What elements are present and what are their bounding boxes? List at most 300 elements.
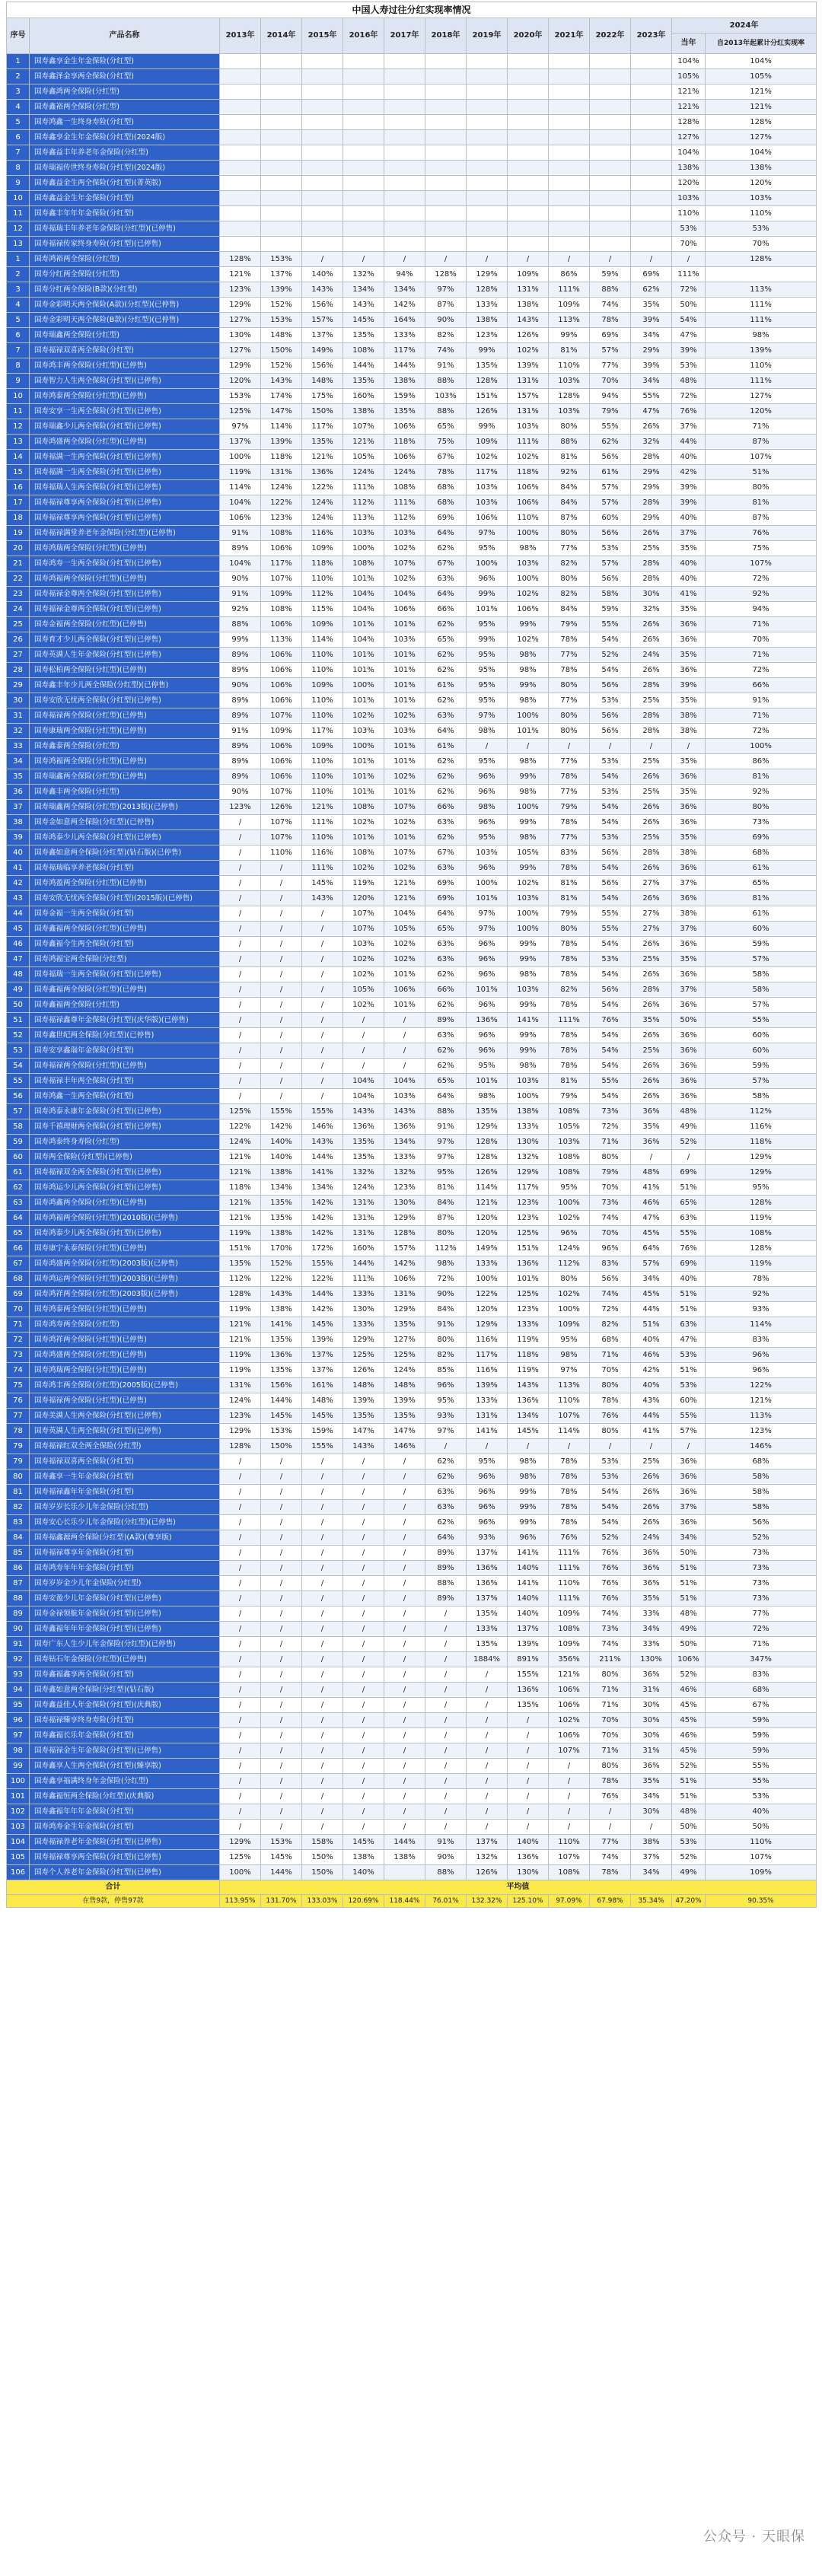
rate-cell: 121% (384, 876, 425, 891)
rate-cell: 72% (672, 389, 706, 404)
rate-cell: 109% (302, 617, 343, 632)
table-row (7, 1576, 817, 1591)
rate-cell: 102% (508, 632, 549, 648)
rate-cell: 141% (261, 1317, 302, 1333)
rate-cell: / (384, 1652, 425, 1667)
row-index: 71 (7, 1317, 30, 1333)
rate-cell: 111% (706, 374, 817, 389)
rate-cell: / (220, 876, 261, 891)
table-row (7, 800, 817, 815)
product-name: 国寿英满人生年金保险(分红型)(已停售) (30, 648, 220, 663)
rate-cell: 98% (467, 724, 508, 739)
rate-cell (467, 145, 508, 161)
rate-cell: / (220, 1683, 261, 1698)
rate-cell: 145% (261, 1409, 302, 1424)
rate-cell (261, 130, 302, 145)
rate-cell (384, 130, 425, 145)
rate-cell: 53% (590, 541, 631, 556)
rate-cell: 120% (706, 176, 817, 191)
rate-cell: 101% (384, 754, 425, 769)
rate-cell: 51% (672, 1789, 706, 1804)
rate-cell: 153% (261, 313, 302, 328)
rate-cell: 54% (590, 632, 631, 648)
rate-cell: 128% (672, 115, 706, 130)
rate-cell: 100% (508, 800, 549, 815)
rate-cell (343, 221, 384, 237)
table-row (7, 906, 817, 922)
rate-cell: / (261, 1774, 302, 1789)
product-name: 国寿鸿鑫两全保险(分红型)(已停售) (30, 1196, 220, 1211)
rate-cell: 54% (590, 861, 631, 876)
product-name: 国寿福满一生两全保险(分红型)(已停售) (30, 450, 220, 465)
rate-cell: / (343, 1606, 384, 1622)
rate-cell: 36% (672, 967, 706, 982)
rate-cell: 99% (508, 1515, 549, 1530)
table-row (7, 1698, 817, 1713)
rate-cell: / (425, 1698, 467, 1713)
rate-cell: 101% (343, 663, 384, 678)
rate-cell: 117% (261, 556, 302, 572)
rate-cell: 150% (261, 343, 302, 358)
rate-cell: 101% (384, 967, 425, 982)
rate-cell (590, 176, 631, 191)
rate-cell: 117% (508, 1180, 549, 1196)
rate-cell: 37% (672, 419, 706, 435)
rate-cell: 127% (706, 389, 817, 404)
rate-cell: 123% (384, 1180, 425, 1196)
table-row (7, 1515, 817, 1530)
rate-cell: 142% (384, 298, 425, 313)
rate-cell: 64% (425, 526, 467, 541)
rate-cell: 60% (706, 1028, 817, 1043)
rate-cell: 53% (672, 1835, 706, 1850)
table-row (7, 891, 817, 906)
rate-cell: 37% (672, 922, 706, 937)
rate-cell: / (343, 1500, 384, 1515)
rate-cell: 95% (706, 1180, 817, 1196)
rate-cell: 102% (343, 708, 384, 724)
rate-cell: 41% (631, 1424, 672, 1439)
table-row (7, 1713, 817, 1728)
row-index: 105 (7, 1850, 30, 1865)
product-name: 国寿鑫丰年少儿两全保险(分红型)(已停售) (30, 678, 220, 693)
rate-cell: 99% (508, 1043, 549, 1059)
rate-cell: / (384, 1561, 425, 1576)
rate-cell: / (508, 1804, 549, 1820)
product-name: 国寿鑫益佳人年金保险(分红型)(庆典版) (30, 1698, 220, 1713)
rate-cell: 82% (549, 982, 590, 998)
rate-cell: 78% (590, 1393, 631, 1409)
rate-cell: 76% (549, 1530, 590, 1546)
rate-cell: 128% (384, 1226, 425, 1241)
rate-cell: 26% (631, 663, 672, 678)
row-index: 65 (7, 1226, 30, 1241)
rate-cell: 107% (549, 1850, 590, 1865)
rate-cell: 78% (590, 313, 631, 328)
rate-cell: 124% (549, 1241, 590, 1256)
rate-cell: 40% (672, 511, 706, 526)
rate-cell: 106% (261, 541, 302, 556)
rate-cell: 36% (672, 1485, 706, 1500)
rate-cell: 125% (508, 1226, 549, 1241)
rate-cell: 121% (220, 1333, 261, 1348)
rate-cell: / (302, 967, 343, 982)
rate-cell: 71% (706, 617, 817, 632)
product-name: 国寿鸿福两全保险(分红型)(已停售) (30, 572, 220, 587)
rate-cell: 111% (343, 480, 384, 495)
rate-cell: 52% (590, 1530, 631, 1546)
rate-cell: 135% (384, 1409, 425, 1424)
rate-cell: / (467, 1743, 508, 1759)
rate-cell: / (302, 1530, 343, 1546)
rate-cell: 74% (590, 298, 631, 313)
rate-cell: / (261, 1561, 302, 1576)
rate-cell: 110% (508, 511, 549, 526)
rate-cell: 121% (220, 1196, 261, 1211)
table-row (7, 830, 817, 845)
product-name: 国寿福瑞临享养老保险(分红型) (30, 861, 220, 876)
rate-cell: 142% (302, 1211, 343, 1226)
rate-cell: 135% (261, 1196, 302, 1211)
rate-cell: 140% (508, 1835, 549, 1850)
rate-cell: 137% (261, 267, 302, 282)
rate-cell: 35% (672, 830, 706, 845)
rate-cell: 36% (631, 1135, 672, 1150)
rate-cell (343, 130, 384, 145)
table-row (7, 206, 817, 221)
table-row (7, 1637, 817, 1652)
rate-cell: 137% (467, 1835, 508, 1850)
rate-cell: 128% (467, 282, 508, 298)
rate-cell: / (631, 1439, 672, 1454)
table-row (7, 1728, 817, 1743)
rate-cell: 145% (261, 1850, 302, 1865)
rate-cell: / (384, 1683, 425, 1698)
rate-cell: 104% (706, 54, 817, 69)
rate-cell (384, 221, 425, 237)
rate-cell: / (343, 1759, 384, 1774)
rate-cell: 102% (384, 861, 425, 876)
rate-cell: / (467, 1713, 508, 1728)
rate-cell (467, 69, 508, 84)
rate-cell: 128% (706, 115, 817, 130)
rate-cell: 135% (467, 1637, 508, 1652)
row-index: 59 (7, 1135, 30, 1150)
rate-cell: / (302, 1013, 343, 1028)
rate-cell (631, 100, 672, 115)
rate-cell (549, 54, 590, 69)
rate-cell: / (302, 1637, 343, 1652)
rate-cell: 113% (261, 632, 302, 648)
footer-average: 67.98% (590, 1895, 631, 1908)
rate-cell: / (261, 1804, 302, 1820)
table-row (7, 967, 817, 982)
rate-cell: 53% (672, 358, 706, 374)
table-row (7, 1119, 817, 1135)
rate-cell: 78% (549, 937, 590, 952)
rate-cell (631, 69, 672, 84)
rate-cell: 54% (590, 815, 631, 830)
rate-cell: / (425, 252, 467, 267)
table-row (7, 1561, 817, 1576)
rate-cell: 125% (343, 1348, 384, 1363)
rate-cell: 139% (384, 1393, 425, 1409)
table-row (7, 1652, 817, 1667)
rate-cell: 84% (549, 480, 590, 495)
rate-cell: 90% (220, 785, 261, 800)
table-row (7, 739, 817, 754)
rate-cell: 99% (508, 952, 549, 967)
rate-cell: 159% (384, 389, 425, 404)
rate-cell: 98% (508, 663, 549, 678)
rate-cell: 129% (706, 1165, 817, 1180)
rate-cell: 110% (302, 693, 343, 708)
table-row (7, 1089, 817, 1104)
product-name: 国寿金彩明天两全保险(B款)(分红型)(已停售) (30, 313, 220, 328)
rate-cell: 133% (343, 1287, 384, 1302)
rate-cell: 74% (590, 1287, 631, 1302)
row-index: 50 (7, 998, 30, 1013)
rate-cell (425, 237, 467, 252)
rate-cell: 59% (706, 1713, 817, 1728)
rate-cell (220, 130, 261, 145)
rate-cell: / (343, 1622, 384, 1637)
rate-cell: 149% (467, 1241, 508, 1256)
product-name: 国寿康宁永泰保险(分红型)(已停售) (30, 1241, 220, 1256)
rate-cell: 71% (590, 1348, 631, 1363)
rate-cell: 102% (384, 937, 425, 952)
rate-cell: 112% (343, 495, 384, 511)
product-name: 国寿岁岁长乐少儿年金保险(分红型) (30, 1500, 220, 1515)
rate-cell: 118% (261, 450, 302, 465)
rate-cell: 28% (631, 724, 672, 739)
rate-cell: 48% (672, 1104, 706, 1119)
product-name: 国寿康瑞两全保险(分红型)(已停售) (30, 724, 220, 739)
rate-cell: 128% (467, 1135, 508, 1150)
rate-cell: 63% (672, 1317, 706, 1333)
rate-cell: 95% (467, 1454, 508, 1469)
rate-cell: 98% (508, 754, 549, 769)
table-row (7, 404, 817, 419)
product-name: 国寿鸿福宝两全保险(分红型) (30, 952, 220, 967)
rate-cell: 98% (425, 1256, 467, 1272)
rate-cell: / (261, 906, 302, 922)
rate-cell: 122% (302, 1272, 343, 1287)
row-index: 48 (7, 967, 30, 982)
rate-cell: 29% (631, 480, 672, 495)
rate-cell: 89% (425, 1561, 467, 1576)
table-row (7, 1743, 817, 1759)
rate-cell: 52% (672, 1850, 706, 1865)
rate-cell: 48% (672, 1606, 706, 1622)
rate-cell: 80% (590, 1759, 631, 1774)
rate-cell: / (384, 1515, 425, 1530)
rate-cell: 109% (261, 587, 302, 602)
rate-cell: 127% (672, 130, 706, 145)
rate-cell: / (261, 1546, 302, 1561)
rate-cell: 81% (549, 876, 590, 891)
rate-cell: 89% (220, 739, 261, 754)
product-name: 国寿鑫益金生年金保险(分红型) (30, 191, 220, 206)
rate-cell: 72% (706, 572, 817, 587)
rate-cell: 80% (590, 1378, 631, 1393)
table-row (7, 54, 817, 69)
rate-cell: 142% (384, 1256, 425, 1272)
rate-cell: 107% (261, 785, 302, 800)
product-name: 国寿鸿运两全保险(分红型)(2003版)(已停售) (30, 1272, 220, 1287)
rate-cell: 54% (590, 891, 631, 906)
row-index: 12 (7, 419, 30, 435)
rate-cell: 51% (672, 1576, 706, 1591)
rate-cell: 123% (220, 1409, 261, 1424)
rate-cell (467, 130, 508, 145)
rate-cell: 123% (508, 1196, 549, 1211)
rate-cell: 118% (508, 465, 549, 480)
rate-cell: 42% (672, 465, 706, 480)
rate-cell: 77% (590, 1835, 631, 1850)
rate-cell: 133% (467, 1393, 508, 1409)
rate-cell: 34% (631, 1272, 672, 1287)
rate-cell: 39% (631, 358, 672, 374)
rate-cell: / (220, 815, 261, 830)
rate-cell: 97% (425, 1150, 467, 1165)
rate-cell: 66% (425, 982, 467, 998)
rate-cell: 57% (706, 998, 817, 1013)
product-name: 国寿两全保险(分红型)(已停售) (30, 1150, 220, 1165)
rate-cell: 37% (672, 982, 706, 998)
rate-cell: 61% (706, 861, 817, 876)
product-name: 国寿福禄两全保险(分红型)(已停售) (30, 1059, 220, 1074)
row-index: 57 (7, 1104, 30, 1119)
product-name: 国寿鸿丰两全保险(分红型)(已停售) (30, 358, 220, 374)
rate-cell: 28% (631, 708, 672, 724)
rate-cell: 33% (631, 1606, 672, 1622)
rate-cell: 95% (467, 693, 508, 708)
row-index: 44 (7, 906, 30, 922)
rate-cell: / (220, 1652, 261, 1667)
rate-cell: 104% (384, 1074, 425, 1089)
rate-cell: 152% (261, 298, 302, 313)
rate-cell (261, 84, 302, 100)
rate-cell: 62% (590, 435, 631, 450)
rate-cell: / (549, 1774, 590, 1789)
rate-cell: 53% (590, 952, 631, 967)
rate-cell: 29% (631, 343, 672, 358)
rate-cell: 84% (549, 495, 590, 511)
table-row (7, 511, 817, 526)
rate-cell: 138% (706, 161, 817, 176)
rate-cell: 77% (549, 693, 590, 708)
product-name: 国寿金彩明天两全保险(A款)(分红型)(已停售) (30, 298, 220, 313)
rate-cell: 123% (261, 511, 302, 526)
rate-cell: 53% (590, 754, 631, 769)
row-index: 86 (7, 1561, 30, 1576)
rate-cell: 91% (425, 1119, 467, 1135)
rate-cell (343, 54, 384, 69)
product-name: 国寿鑫享金生年金保险(分红型) (30, 54, 220, 69)
rate-cell: 104% (706, 145, 817, 161)
rate-cell (261, 115, 302, 130)
rate-cell: 37% (672, 1500, 706, 1515)
rate-cell: 142% (302, 1302, 343, 1317)
rate-cell: 121% (302, 450, 343, 465)
rate-cell: 92% (220, 602, 261, 617)
rate-cell: 56% (590, 1272, 631, 1287)
rate-cell: / (384, 1485, 425, 1500)
rate-cell: 58% (706, 967, 817, 982)
rate-cell: 80% (549, 922, 590, 937)
rate-cell: 101% (343, 754, 384, 769)
rate-cell: / (672, 1150, 706, 1165)
product-name: 国寿鑫享人生两全保险(分红型)(臻享版) (30, 1759, 220, 1774)
rate-cell: 143% (302, 891, 343, 906)
rate-cell: / (220, 1089, 261, 1104)
rate-cell: 68% (425, 480, 467, 495)
rate-cell: 106% (384, 450, 425, 465)
rate-cell: 124% (384, 1363, 425, 1378)
rate-cell: 135% (467, 1606, 508, 1622)
rate-cell (631, 191, 672, 206)
rate-cell (508, 206, 549, 221)
rate-cell (467, 84, 508, 100)
rate-cell: 170% (261, 1241, 302, 1256)
row-index: 3 (7, 84, 30, 100)
rate-cell (384, 237, 425, 252)
rate-cell: 99% (508, 678, 549, 693)
rate-cell: / (220, 1043, 261, 1059)
rate-cell: 25% (631, 541, 672, 556)
table-row (7, 693, 817, 708)
rate-cell (508, 54, 549, 69)
rate-cell: / (220, 830, 261, 845)
rate-cell: 46% (672, 1728, 706, 1743)
rate-cell: 118% (220, 1180, 261, 1196)
rate-cell: 175% (302, 389, 343, 404)
rate-cell: 59% (590, 602, 631, 617)
table-row (7, 435, 817, 450)
rate-cell: 135% (467, 1104, 508, 1119)
rate-cell: 54% (590, 1089, 631, 1104)
rate-cell: 55% (590, 922, 631, 937)
table-row (7, 1211, 817, 1226)
rate-cell: / (261, 1500, 302, 1515)
rate-cell: 106% (467, 511, 508, 526)
header-year: 2014年 (261, 18, 302, 54)
rate-cell: 55% (706, 1774, 817, 1789)
rate-cell: / (343, 1043, 384, 1059)
rate-cell: 110% (302, 785, 343, 800)
rate-cell: 64% (425, 587, 467, 602)
rate-cell: 108% (261, 526, 302, 541)
rate-cell: 124% (220, 1135, 261, 1150)
rate-cell: 94% (384, 267, 425, 282)
rate-cell: 120% (343, 891, 384, 906)
rate-cell: 26% (631, 937, 672, 952)
product-name: 国寿安欣无忧两全保险(分红型)(2015版)(已停售) (30, 891, 220, 906)
rate-cell: 108% (549, 1150, 590, 1165)
rate-cell: 122% (706, 1378, 817, 1393)
rate-cell: 121% (220, 267, 261, 282)
rate-cell (343, 145, 384, 161)
rate-cell: 80% (549, 1272, 590, 1287)
rate-cell: 79% (590, 404, 631, 419)
rate-cell: 101% (508, 1272, 549, 1287)
rate-cell: 72% (425, 1272, 467, 1287)
rate-cell: 56% (590, 876, 631, 891)
rate-cell: 99% (508, 998, 549, 1013)
product-name: 国寿福禄红双全两全保险(分红型) (30, 1439, 220, 1454)
rate-cell: 129% (343, 1333, 384, 1348)
